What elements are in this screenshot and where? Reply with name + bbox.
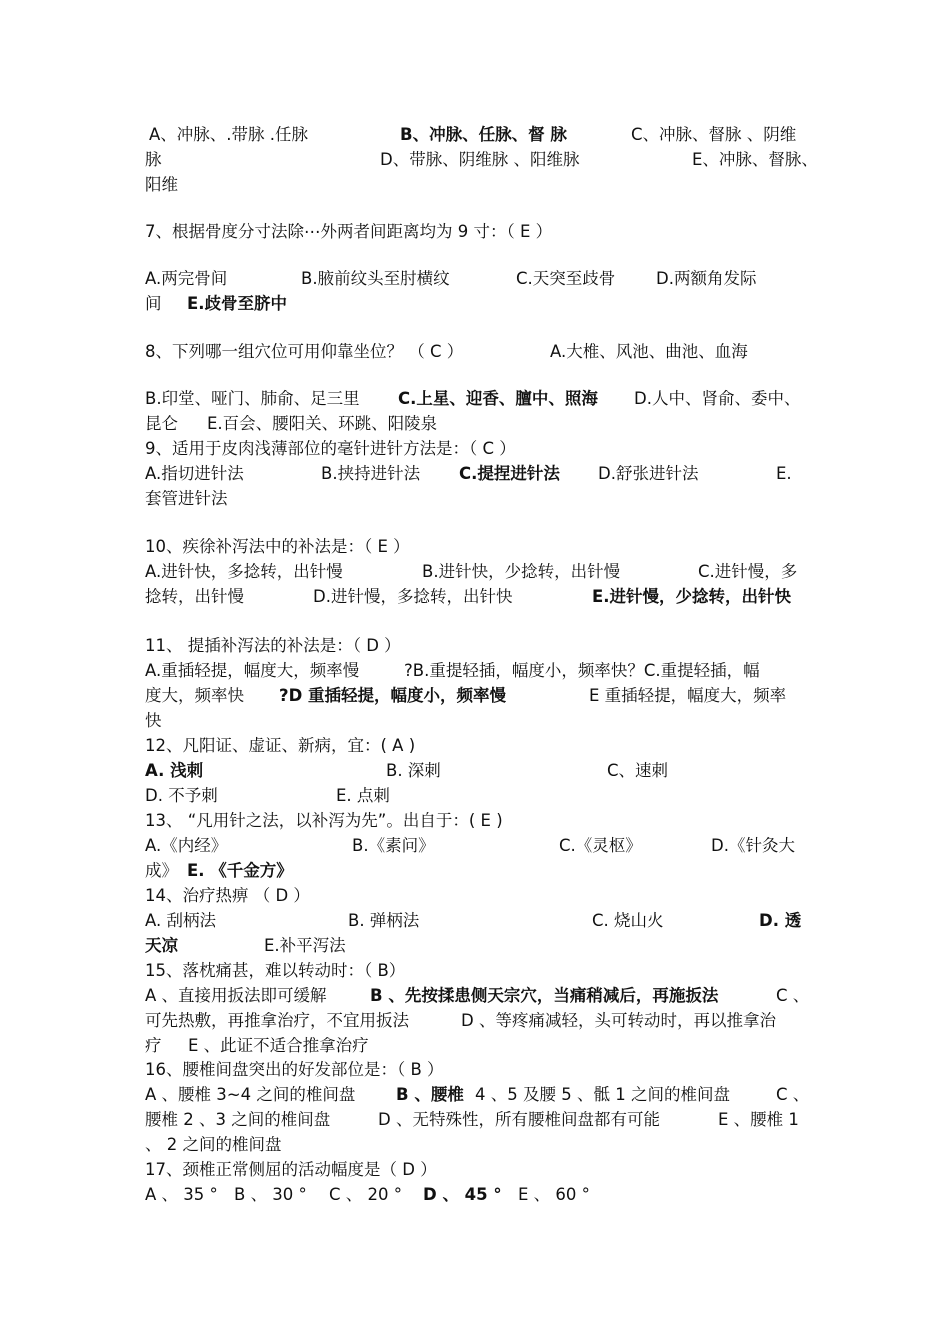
q11-option-b-c: ?B.重提轻插，幅度小，频率快？C.重提轻插，幅 bbox=[404, 661, 760, 680]
q11-option-c-cont: 度大，频率快 bbox=[145, 686, 244, 705]
q6-option-b-answer: B、冲脉、任脉、督 脉 bbox=[400, 125, 567, 144]
q15-option-a: A 、直接用扳法即可缓解 bbox=[145, 986, 327, 1005]
q14-option-c: C. 烧山火 bbox=[592, 911, 664, 930]
q7-option-e-answer: E.歧骨至脐中 bbox=[187, 294, 288, 313]
q13-option-d-cont: 成》 bbox=[145, 861, 178, 880]
q11-option-e-cont: 快 bbox=[145, 711, 162, 730]
q12-option-a-answer: A. 浅刺 bbox=[145, 761, 204, 780]
q13-option-b: B.《素问》 bbox=[352, 836, 435, 855]
q16-option-b-answer: B 、腰椎 bbox=[396, 1085, 464, 1104]
q13-option-d: D.《针灸大 bbox=[711, 836, 795, 855]
q15-option-e: E 、此证不适合推拿治疗 bbox=[188, 1036, 369, 1055]
q6-option-e: E、冲脉、督脉、 bbox=[692, 150, 818, 169]
q12-question: 12、凡阳证、虚证、新病，宜：( A ) bbox=[145, 736, 416, 755]
q6-option-c-cont: 脉 bbox=[145, 150, 162, 169]
q15-option-c: C 、 bbox=[776, 986, 810, 1005]
q17-option-b: B 、 30 ° bbox=[234, 1185, 307, 1204]
q7-option-c: C.天突至歧骨 bbox=[516, 269, 616, 288]
q7-option-d: D.两额角发际 bbox=[656, 269, 757, 288]
q7-option-b: B.腋前纹头至肘横纹 bbox=[301, 269, 450, 288]
q6-option-a: A、冲脉、.带脉 .任脉 bbox=[149, 125, 309, 144]
q13-option-c: C.《灵枢》 bbox=[559, 836, 642, 855]
q11-option-a: A.重插轻提，幅度大，频率慢 bbox=[145, 661, 360, 680]
q9-option-b: B.挟持进针法 bbox=[321, 464, 421, 483]
q13-option-a: A.《内经》 bbox=[145, 836, 228, 855]
q16-option-b-cont: 4 、5 及腰 5 、骶 1 之间的椎间盘 bbox=[475, 1085, 730, 1104]
q6-option-e-cont: 阳维 bbox=[145, 175, 178, 194]
q12-option-e: E. 点刺 bbox=[336, 786, 390, 805]
q16-option-c: C 、 bbox=[776, 1085, 810, 1104]
q9-option-d: D.舒张进针法 bbox=[598, 464, 699, 483]
q12-option-b: B. 深刺 bbox=[386, 761, 441, 780]
q11-question: 11、 提插补泻法的补法是：（ D ） bbox=[145, 636, 401, 655]
q11-option-e: E 重插轻提，幅度大，频率 bbox=[589, 686, 787, 705]
q7-option-a: A.两完骨间 bbox=[145, 269, 228, 288]
q15-option-b-answer: B 、先按揉患侧天宗穴，当痛稍减后，再施扳法 bbox=[370, 986, 719, 1005]
q10-option-a: A.进针快，多捻转，出针慢 bbox=[145, 562, 343, 581]
q17-option-a: A 、 35 ° bbox=[145, 1185, 218, 1204]
q14-option-b: B. 弹柄法 bbox=[348, 911, 420, 930]
q8-option-a: A.大椎、风池、曲池、血海 bbox=[550, 342, 748, 361]
q17-option-d-answer: D 、 45 ° bbox=[423, 1185, 502, 1204]
q9-option-e-cont: 套管进针法 bbox=[145, 489, 228, 508]
q13-question: 13、 “凡用针之法，以补泻为先”。出自于：( E ) bbox=[145, 811, 503, 830]
q16-option-e: E 、腰椎 1 bbox=[718, 1110, 799, 1129]
q8-option-c-answer: C.上星、迎香、膻中、照海 bbox=[398, 389, 598, 408]
q14-option-e: E.补平泻法 bbox=[264, 936, 346, 955]
q6-option-c: C、冲脉、督脉 、阴维 bbox=[631, 125, 797, 144]
q10-option-d: D.进针慢，多捻转，出针快 bbox=[313, 587, 513, 606]
q14-question: 14、治疗热痹 （ D ） bbox=[145, 886, 310, 905]
q13-option-e-answer: E. 《千金方》 bbox=[187, 861, 293, 880]
q10-option-e-answer: E.进针慢，少捻转，出针快 bbox=[592, 587, 792, 606]
q16-option-a: A 、腰椎 3~4 之间的椎间盘 bbox=[145, 1085, 356, 1104]
q15-option-d-cont: 疗 bbox=[145, 1036, 162, 1055]
q8-option-d-cont: 昆仑 bbox=[145, 414, 178, 433]
q8-option-d: D.人中、肾俞、委中、 bbox=[634, 389, 801, 408]
q17-option-e: E 、 60 ° bbox=[518, 1185, 590, 1204]
q15-option-c-cont: 可先热敷，再推拿治疗，不宜用扳法 bbox=[145, 1011, 409, 1030]
q8-question: 8、下列哪一组穴位可用仰靠坐位？ （ C ） bbox=[145, 342, 464, 361]
q10-option-c-cont: 捻转，出针慢 bbox=[145, 587, 244, 606]
q8-option-e: E.百会、腰阳关、环跳、阳陵泉 bbox=[207, 414, 438, 433]
q10-question: 10、疾徐补泻法中的补法是：（ E ） bbox=[145, 537, 410, 556]
q16-option-d: D 、无特殊性，所有腰椎间盘都有可能 bbox=[378, 1110, 660, 1129]
q15-question: 15、落枕痛甚，难以转动时：（ B） bbox=[145, 961, 406, 980]
q15-option-d: D 、等疼痛减轻，头可转动时，再以推拿治 bbox=[461, 1011, 776, 1030]
q7-option-d-cont: 间 bbox=[145, 294, 162, 313]
q10-option-c: C.进针慢，多 bbox=[698, 562, 798, 581]
q9-question: 9、适用于皮肉浅薄部位的毫针进针方法是：（ C ） bbox=[145, 439, 516, 458]
q9-option-c-answer: C.提捏进针法 bbox=[459, 464, 560, 483]
q16-question: 16、腰椎间盘突出的好发部位是：（ B ） bbox=[145, 1060, 444, 1079]
q17-question: 17、颈椎正常侧屈的活动幅度是（ D ） bbox=[145, 1160, 437, 1179]
q14-option-d-answer-cont: 天凉 bbox=[145, 936, 178, 955]
q12-option-c: C、速刺 bbox=[607, 761, 669, 780]
q9-option-e: E. bbox=[776, 464, 792, 483]
q14-option-d-answer: D. 透 bbox=[759, 911, 802, 930]
q14-option-a: A. 刮柄法 bbox=[145, 911, 216, 930]
q11-option-d-answer: ?D 重插轻提，幅度小，频率慢 bbox=[279, 686, 507, 705]
q17-option-c: C 、 20 ° bbox=[329, 1185, 403, 1204]
q12-option-d: D. 不予刺 bbox=[145, 786, 218, 805]
q10-option-b: B.进针快，少捻转，出针慢 bbox=[422, 562, 621, 581]
q16-option-e-cont: 、 2 之间的椎间盘 bbox=[145, 1135, 282, 1154]
q16-option-c-cont: 腰椎 2 、3 之间的椎间盘 bbox=[145, 1110, 331, 1129]
q7-question: 7、根据骨度分寸法除⋯外两者间距离均为 9 寸：（ E ） bbox=[145, 222, 553, 241]
q6-option-d: D、带脉、阴维脉 、阳维脉 bbox=[380, 150, 580, 169]
q9-option-a: A.指切进针法 bbox=[145, 464, 244, 483]
q8-option-b: B.印堂、哑门、肺俞、足三里 bbox=[145, 389, 360, 408]
